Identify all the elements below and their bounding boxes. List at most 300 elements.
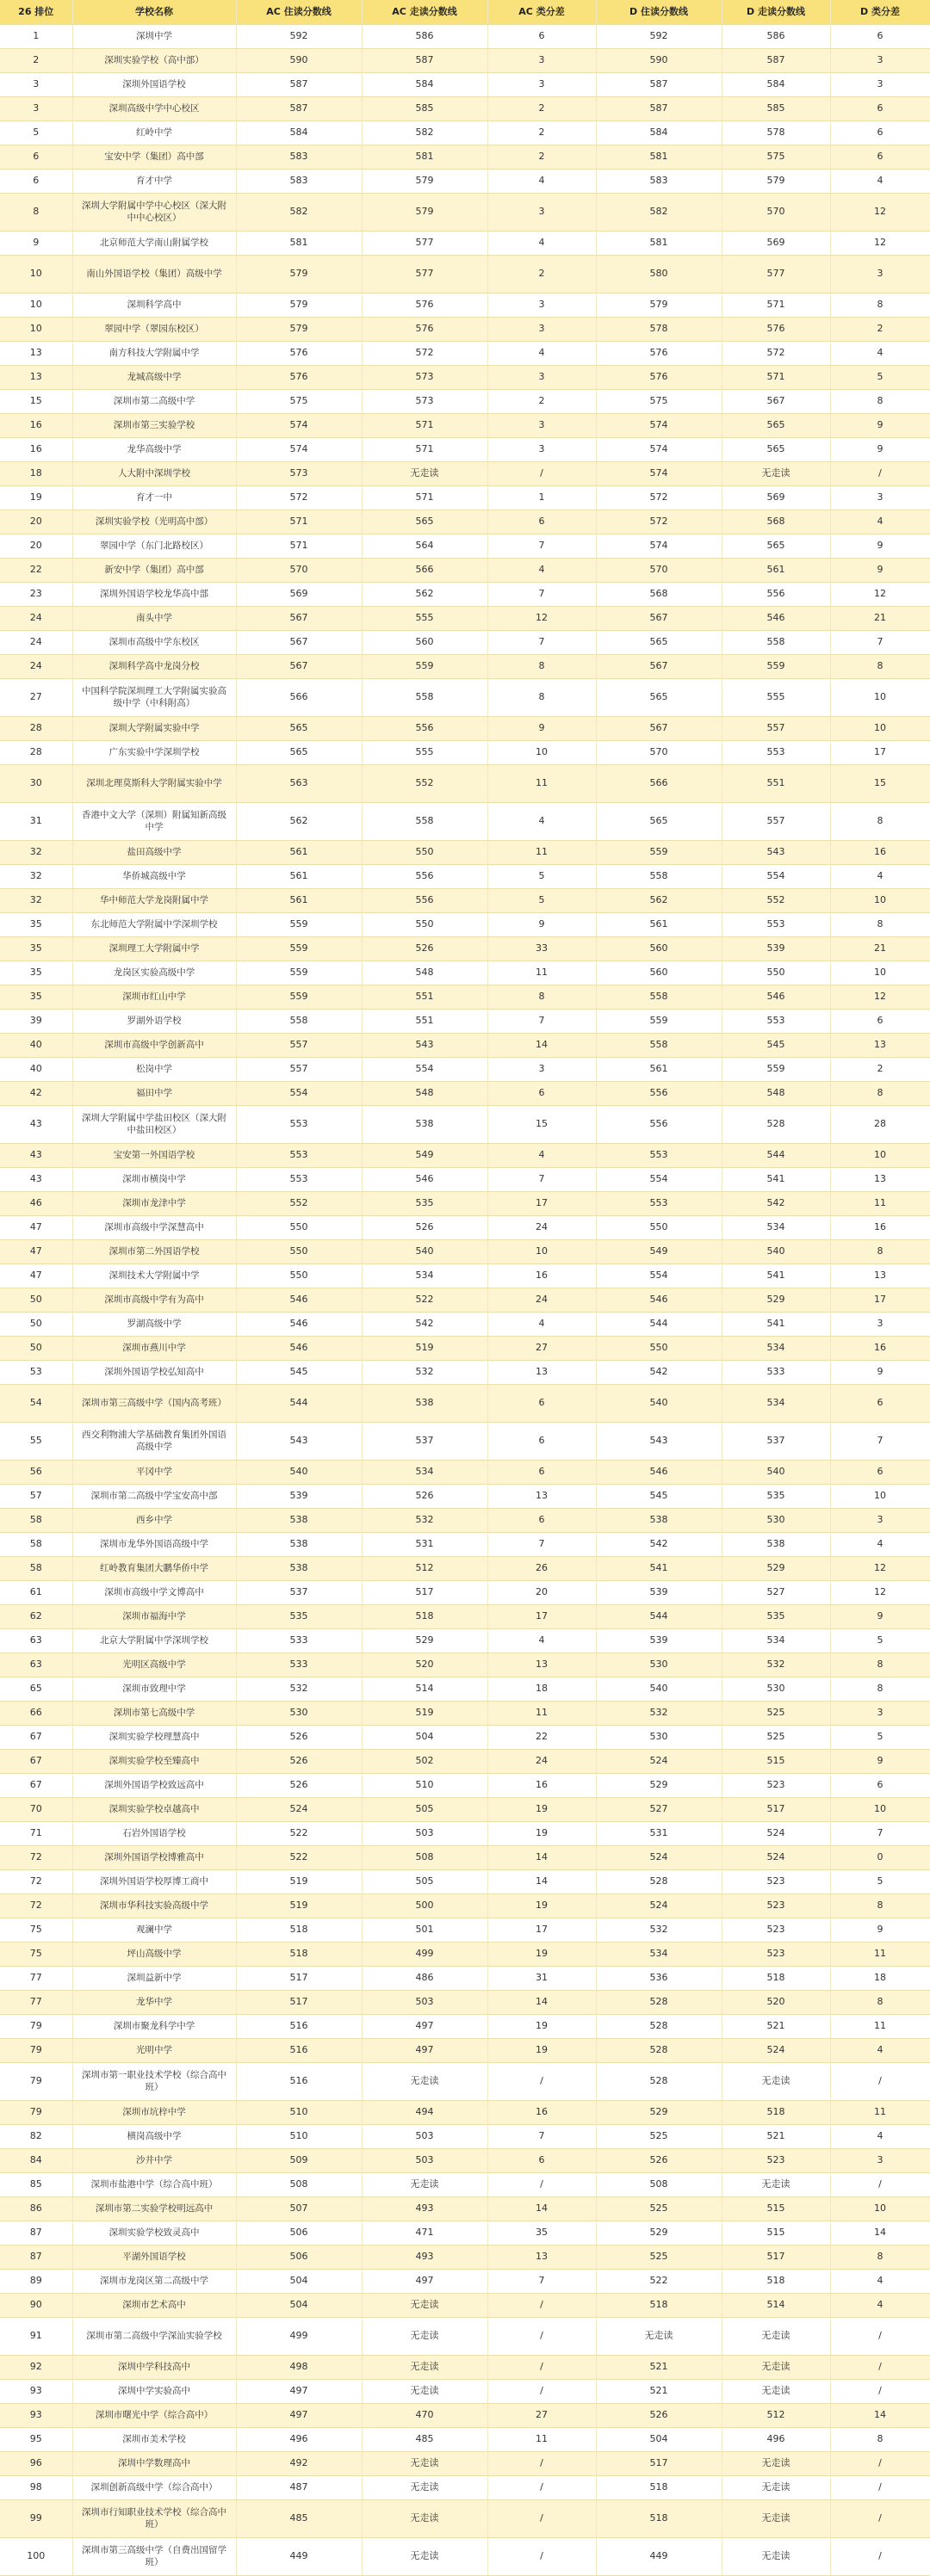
cell-ac-day: 556 xyxy=(362,864,487,888)
cell-rank: 50 xyxy=(0,1312,72,1336)
cell-ac-day: 579 xyxy=(362,193,487,231)
cell-ac-day: 538 xyxy=(362,1384,487,1422)
cell-rank: 3 xyxy=(0,72,72,96)
cell-ac-diff: 6 xyxy=(487,1422,596,1460)
cell-school-name: 深圳科学高中 xyxy=(72,293,236,317)
cell-d-diff: 18 xyxy=(830,1966,930,1990)
cell-ac-day: 无走读 xyxy=(362,2293,487,2317)
cell-d-day: 533 xyxy=(722,1360,830,1384)
cell-ac-day: 无走读 xyxy=(362,2537,487,2575)
cell-school-name: 深圳市聚龙科学中学 xyxy=(72,2014,236,2038)
cell-ac-boarding: 518 xyxy=(236,1918,362,1942)
table-row xyxy=(0,2062,930,2100)
table-row xyxy=(0,96,930,120)
cell-d-day: 555 xyxy=(722,678,830,716)
cell-rank: 91 xyxy=(0,2317,72,2355)
cell-d-diff: 10 xyxy=(830,1143,930,1167)
cell-ac-diff: 19 xyxy=(487,1821,596,1845)
cell-d-boarding: 574 xyxy=(596,534,722,558)
table-row xyxy=(0,2221,930,2245)
cell-rank: 58 xyxy=(0,1508,72,1532)
cell-rank: 10 xyxy=(0,317,72,341)
cell-rank: 35 xyxy=(0,936,72,961)
cell-rank: 1 xyxy=(0,24,72,48)
cell-d-diff: 17 xyxy=(830,1288,930,1312)
table-row xyxy=(0,1460,930,1484)
cell-ac-diff: / xyxy=(487,2499,596,2537)
cell-d-boarding: 556 xyxy=(596,1081,722,1105)
cell-d-day: 550 xyxy=(722,961,830,985)
cell-ac-diff: 11 xyxy=(487,961,596,985)
cell-school-name: 南山外国语学校（集团）高级中学 xyxy=(72,255,236,293)
cell-ac-diff: 27 xyxy=(487,1336,596,1360)
cell-ac-day: 577 xyxy=(362,255,487,293)
cell-d-boarding: 524 xyxy=(596,1893,722,1918)
table-row xyxy=(0,2403,930,2427)
cell-ac-day: 560 xyxy=(362,630,487,654)
cell-d-diff: / xyxy=(830,2172,930,2196)
cell-d-diff: 11 xyxy=(830,2100,930,2124)
cell-ac-day: 503 xyxy=(362,1990,487,2014)
cell-d-diff: 9 xyxy=(830,558,930,582)
cell-d-diff: 9 xyxy=(830,437,930,461)
cell-d-diff: 12 xyxy=(830,582,930,606)
cell-ac-day: 571 xyxy=(362,485,487,510)
cell-ac-diff: 7 xyxy=(487,630,596,654)
cell-ac-day: 576 xyxy=(362,293,487,317)
table-row xyxy=(0,802,930,840)
cell-rank: 3 xyxy=(0,96,72,120)
cell-ac-boarding: 508 xyxy=(236,2172,362,2196)
cell-rank: 31 xyxy=(0,802,72,840)
cell-ac-boarding: 498 xyxy=(236,2355,362,2379)
cell-ac-boarding: 537 xyxy=(236,1580,362,1604)
table-row xyxy=(0,145,930,169)
cell-d-boarding: 546 xyxy=(596,1460,722,1484)
cell-d-day: 517 xyxy=(722,1797,830,1821)
cell-ac-boarding: 449 xyxy=(236,2537,362,2575)
table-row xyxy=(0,606,930,630)
cell-rank: 55 xyxy=(0,1422,72,1460)
cell-ac-diff: 26 xyxy=(487,1556,596,1580)
table-row xyxy=(0,193,930,231)
cell-d-boarding: 584 xyxy=(596,120,722,145)
cell-ac-boarding: 510 xyxy=(236,2124,362,2148)
cell-d-diff: 6 xyxy=(830,96,930,120)
cell-school-name: 深圳市高级中学有为高中 xyxy=(72,1288,236,1312)
table-row xyxy=(0,2499,930,2537)
cell-ac-diff: 16 xyxy=(487,2100,596,2124)
cell-d-diff: 17 xyxy=(830,740,930,764)
cell-ac-boarding: 583 xyxy=(236,169,362,193)
cell-d-boarding: 587 xyxy=(596,72,722,96)
table-row xyxy=(0,1677,930,1701)
cell-d-diff: 4 xyxy=(830,2038,930,2062)
cell-rank: 27 xyxy=(0,678,72,716)
cell-rank: 75 xyxy=(0,1918,72,1942)
cell-ac-day: 550 xyxy=(362,912,487,936)
cell-d-diff: 3 xyxy=(830,48,930,72)
cell-ac-boarding: 573 xyxy=(236,461,362,485)
cell-school-name: 深圳外国语学校博雅高中 xyxy=(72,1845,236,1869)
cell-school-name: 南方科技大学附属中学 xyxy=(72,341,236,365)
cell-school-name: 深圳市曙光中学（综合高中） xyxy=(72,2403,236,2427)
cell-rank: 89 xyxy=(0,2269,72,2293)
cell-d-diff: 14 xyxy=(830,2221,930,2245)
table-row xyxy=(0,1845,930,1869)
cell-rank: 62 xyxy=(0,1604,72,1628)
cell-d-day: 523 xyxy=(722,1773,830,1797)
cell-ac-diff: 11 xyxy=(487,1701,596,1725)
table-row xyxy=(0,2379,930,2403)
cell-rank: 70 xyxy=(0,1797,72,1821)
cell-school-name: 北京师范大学南山附属学校 xyxy=(72,231,236,255)
cell-school-name: 深圳市盐港中学（综合高中班） xyxy=(72,2172,236,2196)
cell-d-diff: 12 xyxy=(830,193,930,231)
cell-ac-day: 497 xyxy=(362,2269,487,2293)
cell-ac-day: 497 xyxy=(362,2038,487,2062)
cell-rank: 40 xyxy=(0,1033,72,1057)
cell-d-day: 571 xyxy=(722,293,830,317)
table-row xyxy=(0,1081,930,1105)
cell-ac-diff: / xyxy=(487,461,596,485)
cell-d-boarding: 539 xyxy=(596,1580,722,1604)
cell-ac-day: 494 xyxy=(362,2100,487,2124)
cell-ac-boarding: 524 xyxy=(236,1797,362,1821)
cell-ac-diff: 6 xyxy=(487,1460,596,1484)
cell-rank: 28 xyxy=(0,740,72,764)
cell-rank: 72 xyxy=(0,1869,72,1893)
cell-ac-diff: 4 xyxy=(487,169,596,193)
cell-d-diff: 10 xyxy=(830,1484,930,1508)
cell-school-name: 深圳大学附属实验中学 xyxy=(72,716,236,740)
cell-d-diff: 9 xyxy=(830,1604,930,1628)
table-row xyxy=(0,1893,930,1918)
cell-ac-diff: 3 xyxy=(487,317,596,341)
cell-ac-diff: 2 xyxy=(487,120,596,145)
cell-d-boarding: 576 xyxy=(596,365,722,389)
cell-d-day: 542 xyxy=(722,1191,830,1215)
cell-ac-diff: 9 xyxy=(487,912,596,936)
cell-ac-day: 572 xyxy=(362,341,487,365)
cell-ac-diff: 27 xyxy=(487,2403,596,2427)
cell-school-name: 龙城高级中学 xyxy=(72,365,236,389)
cell-ac-day: 542 xyxy=(362,1312,487,1336)
cell-d-diff: 2 xyxy=(830,317,930,341)
cell-ac-day: 519 xyxy=(362,1336,487,1360)
cell-ac-day: 493 xyxy=(362,2196,487,2221)
cell-ac-boarding: 570 xyxy=(236,558,362,582)
cell-d-day: 528 xyxy=(722,1105,830,1143)
cell-rank: 43 xyxy=(0,1105,72,1143)
cell-ac-boarding: 516 xyxy=(236,2038,362,2062)
cell-rank: 57 xyxy=(0,1484,72,1508)
cell-ac-day: 493 xyxy=(362,2245,487,2269)
cell-ac-diff: 4 xyxy=(487,1312,596,1336)
cell-ac-boarding: 579 xyxy=(236,293,362,317)
cell-rank: 39 xyxy=(0,1009,72,1033)
cell-school-name: 坪山高级中学 xyxy=(72,1942,236,1966)
table-row xyxy=(0,2172,930,2196)
table-row xyxy=(0,120,930,145)
cell-rank: 24 xyxy=(0,654,72,678)
cell-ac-boarding: 567 xyxy=(236,606,362,630)
cell-d-boarding: 540 xyxy=(596,1677,722,1701)
cell-d-day: 553 xyxy=(722,1009,830,1033)
cell-school-name: 深圳市第三高级中学（国内高考班） xyxy=(72,1384,236,1422)
cell-ac-boarding: 553 xyxy=(236,1143,362,1167)
cell-ac-boarding: 567 xyxy=(236,630,362,654)
table-body xyxy=(0,24,930,2575)
cell-rank: 96 xyxy=(0,2451,72,2475)
cell-d-boarding: 568 xyxy=(596,582,722,606)
cell-ac-day: 514 xyxy=(362,1677,487,1701)
cell-ac-day: 503 xyxy=(362,2124,487,2148)
cell-d-day: 无走读 xyxy=(722,2317,830,2355)
cell-d-boarding: 578 xyxy=(596,317,722,341)
table-row xyxy=(0,888,930,912)
cell-ac-diff: 4 xyxy=(487,802,596,840)
cell-ac-diff: 22 xyxy=(487,1725,596,1749)
cell-d-day: 515 xyxy=(722,2196,830,2221)
table-row xyxy=(0,1288,930,1312)
cell-ac-diff: 14 xyxy=(487,1845,596,1869)
cell-d-boarding: 581 xyxy=(596,145,722,169)
cell-rank: 61 xyxy=(0,1580,72,1604)
cell-ac-day: 534 xyxy=(362,1460,487,1484)
table-row xyxy=(0,1360,930,1384)
cell-ac-boarding: 546 xyxy=(236,1336,362,1360)
cell-ac-diff: 2 xyxy=(487,145,596,169)
cell-ac-day: 无走读 xyxy=(362,2451,487,2475)
cell-ac-boarding: 522 xyxy=(236,1845,362,1869)
cell-ac-boarding: 561 xyxy=(236,864,362,888)
cell-ac-diff: / xyxy=(487,2172,596,2196)
table-row xyxy=(0,2038,930,2062)
cell-school-name: 深圳理工大学附属中学 xyxy=(72,936,236,961)
table-row xyxy=(0,1966,930,1990)
cell-d-boarding: 574 xyxy=(596,461,722,485)
cell-d-boarding: 541 xyxy=(596,1556,722,1580)
cell-d-boarding: 574 xyxy=(596,413,722,437)
cell-ac-diff: 7 xyxy=(487,1532,596,1556)
cell-ac-boarding: 546 xyxy=(236,1288,362,1312)
cell-d-boarding: 572 xyxy=(596,485,722,510)
cell-rank: 24 xyxy=(0,630,72,654)
cell-ac-day: 518 xyxy=(362,1604,487,1628)
table-row xyxy=(0,912,930,936)
column-header-school-name: 学校名称 xyxy=(72,0,236,24)
cell-rank: 6 xyxy=(0,169,72,193)
cell-d-diff: 8 xyxy=(830,2427,930,2451)
cell-d-diff: 8 xyxy=(830,293,930,317)
cell-rank: 56 xyxy=(0,1460,72,1484)
cell-d-diff: 9 xyxy=(830,534,930,558)
cell-d-boarding: 549 xyxy=(596,1239,722,1263)
cell-school-name: 深圳高级中学中心校区 xyxy=(72,96,236,120)
table-row xyxy=(0,413,930,437)
cell-d-boarding: 540 xyxy=(596,1384,722,1422)
cell-ac-diff: 19 xyxy=(487,2014,596,2038)
cell-d-day: 525 xyxy=(722,1725,830,1749)
cell-ac-boarding: 540 xyxy=(236,1460,362,1484)
cell-school-name: 翠园中学（翠园东校区） xyxy=(72,317,236,341)
cell-d-diff: 4 xyxy=(830,169,930,193)
cell-d-diff: 6 xyxy=(830,145,930,169)
cell-d-boarding: 560 xyxy=(596,961,722,985)
cell-ac-day: 无走读 xyxy=(362,461,487,485)
cell-d-boarding: 524 xyxy=(596,1845,722,1869)
cell-d-day: 521 xyxy=(722,2124,830,2148)
cell-ac-diff: 11 xyxy=(487,840,596,864)
cell-d-boarding: 576 xyxy=(596,341,722,365)
cell-ac-day: 555 xyxy=(362,606,487,630)
cell-ac-boarding: 553 xyxy=(236,1167,362,1191)
cell-ac-boarding: 574 xyxy=(236,437,362,461)
cell-school-name: 深圳外国语学校 xyxy=(72,72,236,96)
cell-ac-boarding: 584 xyxy=(236,120,362,145)
cell-d-day: 523 xyxy=(722,1893,830,1918)
cell-ac-boarding: 526 xyxy=(236,1749,362,1773)
cell-d-boarding: 580 xyxy=(596,255,722,293)
cell-rank: 79 xyxy=(0,2038,72,2062)
cell-ac-diff: 6 xyxy=(487,2148,596,2172)
cell-rank: 79 xyxy=(0,2062,72,2100)
table-row xyxy=(0,2196,930,2221)
cell-rank: 20 xyxy=(0,534,72,558)
cell-d-boarding: 525 xyxy=(596,2245,722,2269)
table-row xyxy=(0,985,930,1009)
column-header-ac-diff: AC 类分差 xyxy=(487,0,596,24)
cell-d-boarding: 587 xyxy=(596,96,722,120)
cell-d-day: 无走读 xyxy=(722,2537,830,2575)
cell-ac-boarding: 561 xyxy=(236,840,362,864)
cell-ac-day: 无走读 xyxy=(362,2172,487,2196)
table-row xyxy=(0,1990,930,2014)
cell-ac-boarding: 563 xyxy=(236,764,362,802)
cell-ac-day: 无走读 xyxy=(362,2062,487,2100)
cell-d-diff: 3 xyxy=(830,72,930,96)
cell-ac-day: 497 xyxy=(362,2014,487,2038)
cell-d-diff: 12 xyxy=(830,985,930,1009)
cell-school-name: 龙华中学 xyxy=(72,1990,236,2014)
cell-school-name: 深圳科学高中龙岗分校 xyxy=(72,654,236,678)
cell-d-diff: 12 xyxy=(830,231,930,255)
cell-ac-day: 529 xyxy=(362,1628,487,1652)
cell-ac-boarding: 592 xyxy=(236,24,362,48)
cell-d-day: 559 xyxy=(722,654,830,678)
cell-rank: 67 xyxy=(0,1725,72,1749)
cell-d-diff: 6 xyxy=(830,120,930,145)
cell-ac-day: 510 xyxy=(362,1773,487,1797)
cell-school-name: 深圳市龙华外国语高级中学 xyxy=(72,1532,236,1556)
cell-ac-boarding: 516 xyxy=(236,2014,362,2038)
cell-ac-diff: 5 xyxy=(487,888,596,912)
table-row xyxy=(0,1942,930,1966)
cell-d-day: 523 xyxy=(722,1942,830,1966)
cell-d-diff: 6 xyxy=(830,24,930,48)
cell-rank: 43 xyxy=(0,1167,72,1191)
cell-rank: 35 xyxy=(0,912,72,936)
cell-rank: 30 xyxy=(0,764,72,802)
cell-d-diff: 10 xyxy=(830,2196,930,2221)
cell-ac-boarding: 517 xyxy=(236,1990,362,2014)
cell-d-boarding: 526 xyxy=(596,2148,722,2172)
cell-d-day: 534 xyxy=(722,1384,830,1422)
cell-d-boarding: 544 xyxy=(596,1312,722,1336)
cell-ac-boarding: 497 xyxy=(236,2379,362,2403)
cell-ac-diff: 8 xyxy=(487,654,596,678)
cell-ac-day: 571 xyxy=(362,413,487,437)
cell-rank: 85 xyxy=(0,2172,72,2196)
cell-d-day: 546 xyxy=(722,606,830,630)
cell-school-name: 红岭教育集团大鹏华侨中学 xyxy=(72,1556,236,1580)
cell-ac-diff: 10 xyxy=(487,740,596,764)
cell-rank: 79 xyxy=(0,2014,72,2038)
cell-rank: 72 xyxy=(0,1845,72,1869)
cell-ac-diff: 19 xyxy=(487,1797,596,1821)
cell-d-day: 523 xyxy=(722,1869,830,1893)
table-row xyxy=(0,1821,930,1845)
cell-rank: 72 xyxy=(0,1893,72,1918)
cell-d-boarding: 543 xyxy=(596,1422,722,1460)
cell-d-boarding: 592 xyxy=(596,24,722,48)
cell-ac-day: 505 xyxy=(362,1797,487,1821)
cell-d-boarding: 528 xyxy=(596,1869,722,1893)
cell-d-boarding: 572 xyxy=(596,510,722,534)
cell-ac-boarding: 538 xyxy=(236,1508,362,1532)
cell-ac-boarding: 587 xyxy=(236,72,362,96)
cell-school-name: 深圳市横岗中学 xyxy=(72,1167,236,1191)
cell-d-diff: 8 xyxy=(830,389,930,413)
table-row xyxy=(0,558,930,582)
cell-d-boarding: 538 xyxy=(596,1508,722,1532)
cell-ac-boarding: 576 xyxy=(236,365,362,389)
cell-ac-diff: 4 xyxy=(487,558,596,582)
cell-ac-day: 551 xyxy=(362,1009,487,1033)
cell-d-day: 521 xyxy=(722,2014,830,2038)
cell-school-name: 罗湖高级中学 xyxy=(72,1312,236,1336)
cell-ac-diff: 7 xyxy=(487,2269,596,2293)
cell-rank: 67 xyxy=(0,1773,72,1797)
cell-school-name: 深圳市高级中学创新高中 xyxy=(72,1033,236,1057)
table-row xyxy=(0,1869,930,1893)
table-row xyxy=(0,840,930,864)
cell-school-name: 平冈中学 xyxy=(72,1460,236,1484)
cell-ac-diff: 17 xyxy=(487,1918,596,1942)
cell-rank: 10 xyxy=(0,293,72,317)
cell-school-name: 深圳市龙岗区第二高级中学 xyxy=(72,2269,236,2293)
cell-d-boarding: 559 xyxy=(596,1009,722,1033)
cell-d-boarding: 532 xyxy=(596,1701,722,1725)
table-row xyxy=(0,1033,930,1057)
cell-ac-diff: 14 xyxy=(487,2196,596,2221)
cell-d-boarding: 553 xyxy=(596,1191,722,1215)
cell-school-name: 育才中学 xyxy=(72,169,236,193)
cell-school-name: 罗湖外语学校 xyxy=(72,1009,236,1033)
table-row xyxy=(0,1263,930,1288)
cell-school-name: 深圳市致理中学 xyxy=(72,1677,236,1701)
table-row xyxy=(0,2451,930,2475)
cell-ac-boarding: 565 xyxy=(236,716,362,740)
cell-rank: 67 xyxy=(0,1749,72,1773)
cell-ac-diff: 16 xyxy=(487,1263,596,1288)
cell-ac-boarding: 504 xyxy=(236,2293,362,2317)
table-row xyxy=(0,716,930,740)
cell-d-day: 553 xyxy=(722,740,830,764)
cell-d-boarding: 536 xyxy=(596,1966,722,1990)
cell-d-day: 无走读 xyxy=(722,2062,830,2100)
